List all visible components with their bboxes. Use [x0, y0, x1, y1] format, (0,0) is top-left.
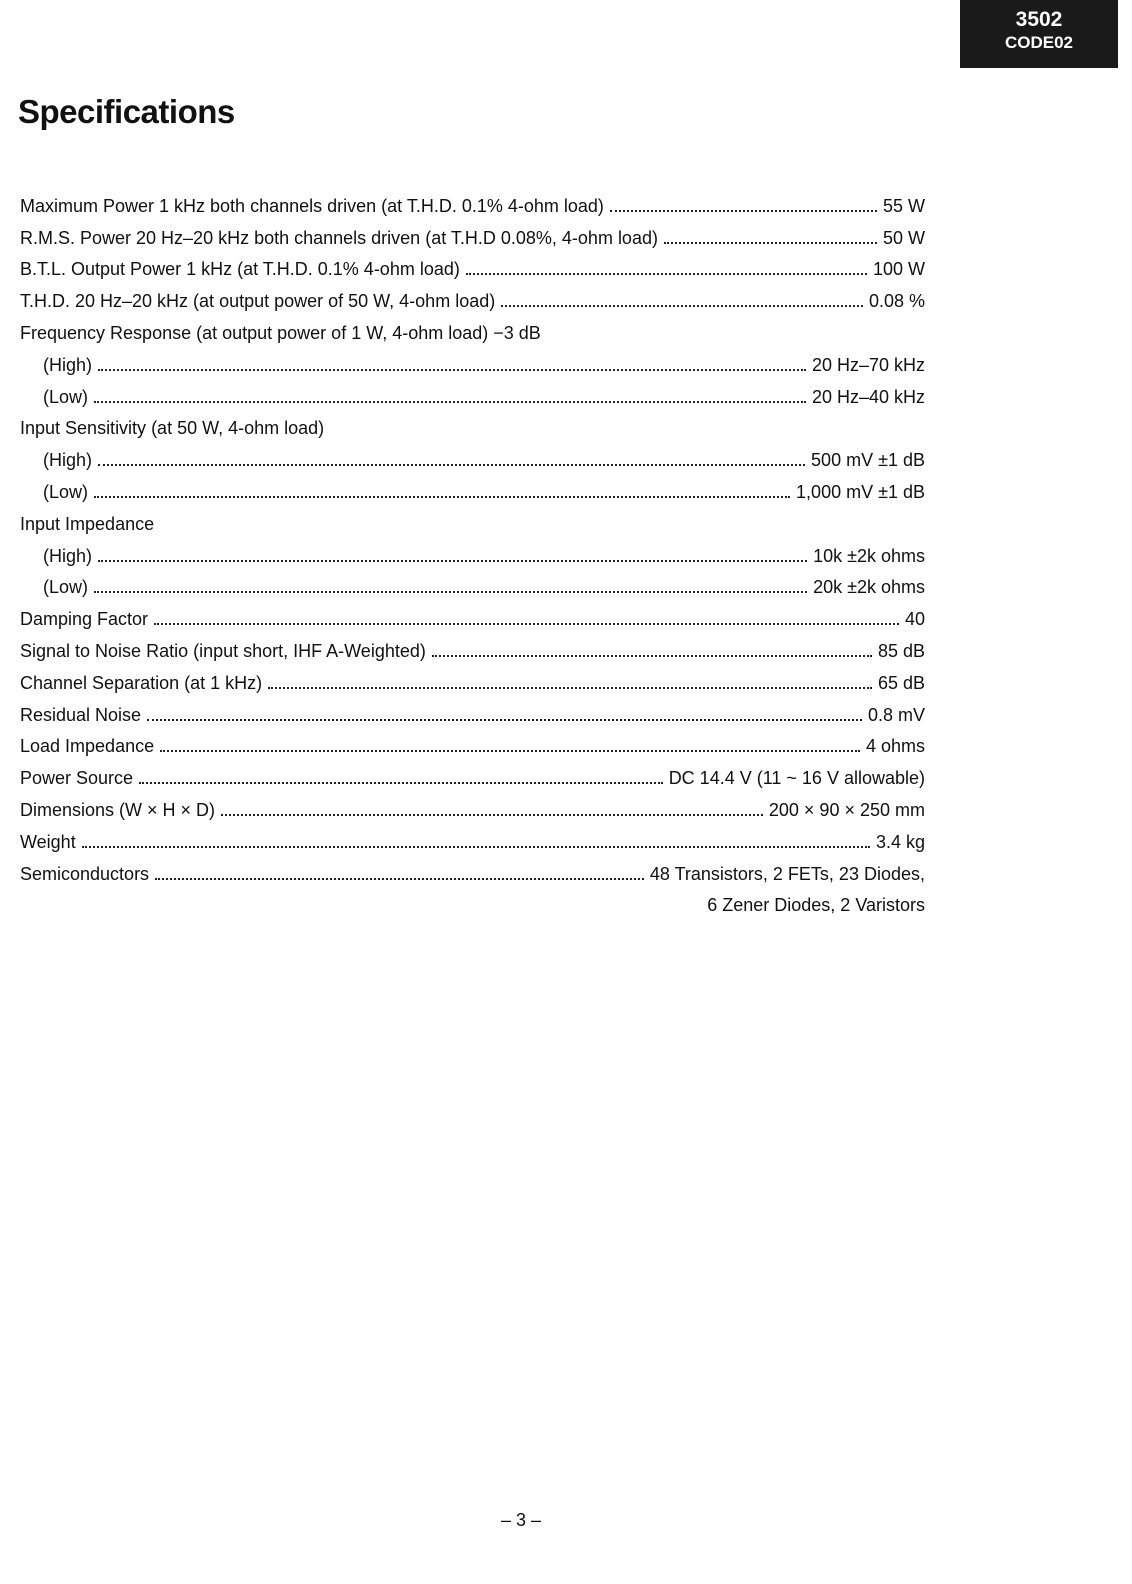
spec-heading-input-sensitivity	[20, 408, 925, 440]
spec-value: 20 Hz–40 kHz	[811, 386, 925, 407]
spec-row-input-impedance-low	[20, 567, 925, 599]
dot-leader	[98, 464, 805, 466]
spec-label: (High)	[43, 354, 93, 375]
spec-row-thd	[20, 280, 925, 312]
spec-label: Dimensions (W × H × D)	[20, 799, 216, 820]
spec-value: 0.8 mV	[867, 704, 925, 725]
spec-row-input-sensitivity-high	[20, 439, 925, 471]
spec-row-weight	[20, 821, 925, 853]
spec-value: 48 Transistors, 2 FETs, 23 Diodes,	[649, 863, 925, 884]
dot-leader	[268, 687, 872, 689]
page-number: – 3 –	[500, 1510, 542, 1530]
specifications-list	[20, 185, 925, 916]
spec-value: 50 W	[882, 227, 925, 248]
spec-label: Load Impedance	[20, 736, 155, 757]
spec-row-residual-noise	[20, 694, 925, 726]
spec-value: 200 × 90 × 250 mm	[768, 799, 925, 820]
spec-row-power-source	[20, 757, 925, 789]
spec-label: Maximum Power 1 kHz both channels driven (at T.H.D. 0.1% 4-ohm load)	[20, 195, 604, 216]
spec-label: B.T.L. Output Power 1 kHz (at T.H.D. 0.1% 4-ohm load)	[20, 259, 460, 280]
spec-value: 20 Hz–70 kHz	[811, 354, 925, 375]
spec-label: Weight	[20, 831, 76, 852]
spec-heading-input-impedance	[20, 503, 925, 535]
spec-value: 0.08 %	[868, 291, 925, 312]
page-title: Specifications	[18, 93, 235, 130]
dot-leader	[501, 305, 863, 307]
dot-leader	[664, 242, 877, 244]
spec-label: (Low)	[43, 386, 89, 407]
spec-value: 3.4 kg	[875, 831, 925, 852]
spec-value: 65 dB	[877, 672, 925, 693]
dot-leader	[98, 560, 807, 562]
spec-label: Frequency Response (at output power of 1 W, 4-ohm load) −3 dB	[20, 322, 541, 343]
spec-row-load-impedance	[20, 726, 925, 758]
spec-row-semiconductors	[20, 853, 925, 885]
spec-row-channel-separation	[20, 662, 925, 694]
dot-leader	[98, 369, 806, 371]
dot-leader	[82, 846, 870, 848]
spec-value: 4 ohms	[865, 736, 925, 757]
dot-leader	[221, 814, 763, 816]
spec-value: 20k ±2k ohms	[813, 577, 925, 598]
spec-row-signal-to-noise	[20, 630, 925, 662]
spec-value: 85 dB	[877, 640, 925, 661]
model-code: CODE02	[1004, 33, 1074, 52]
spec-row-damping-factor	[20, 598, 925, 630]
spec-label: R.M.S. Power 20 Hz–20 kHz both channels driven (at T.H.D 0.08%, 4-ohm load)	[20, 227, 658, 248]
spec-label: Signal to Noise Ratio (input short, IHF A-Weighted)	[20, 640, 426, 661]
spec-label: Input Sensitivity (at 50 W, 4-ohm load)	[20, 418, 325, 439]
spec-value: 6 Zener Diodes, 2 Varistors	[707, 895, 925, 916]
dot-leader	[160, 750, 860, 752]
dot-leader	[94, 496, 790, 498]
spec-row-semiconductors-continued	[20, 885, 925, 917]
dot-leader	[154, 623, 899, 625]
spec-row-rms-power	[20, 217, 925, 249]
spec-value: 10k ±2k ohms	[813, 545, 925, 566]
spec-value: 500 mV ±1 dB	[811, 450, 925, 471]
spec-label: Residual Noise	[20, 704, 142, 725]
spec-row-input-impedance-high	[20, 535, 925, 567]
spec-label: (High)	[43, 450, 93, 471]
spec-row-frequency-response-low	[20, 376, 925, 408]
spec-label: (Low)	[43, 481, 89, 502]
spec-row-frequency-response-high	[20, 344, 925, 376]
spec-label: Input Impedance	[20, 513, 155, 534]
dot-leader	[432, 655, 872, 657]
spec-heading-frequency-response	[20, 312, 925, 344]
dot-leader	[94, 591, 807, 593]
dot-leader	[147, 719, 862, 721]
spec-label: T.H.D. 20 Hz–20 kHz (at output power of 50 W, 4-ohm load)	[20, 291, 496, 312]
spec-value: DC 14.4 V (11 ~ 16 V allowable)	[668, 768, 925, 789]
dot-leader	[466, 273, 867, 275]
spec-row-btl-output-power	[20, 249, 925, 281]
model-number: 3502	[1015, 8, 1063, 31]
dot-leader	[155, 878, 644, 880]
spec-value: 40	[904, 609, 925, 630]
spec-label: Power Source	[20, 768, 134, 789]
dot-leader	[610, 210, 877, 212]
model-code-badge	[960, 0, 1118, 68]
spec-value: 1,000 mV ±1 dB	[796, 481, 925, 502]
spec-label: Semiconductors	[20, 863, 150, 884]
dot-leader	[139, 782, 663, 784]
spec-label: (Low)	[43, 577, 89, 598]
spec-value: 55 W	[882, 195, 925, 216]
spec-label: Damping Factor	[20, 609, 149, 630]
spec-row-input-sensitivity-low	[20, 471, 925, 503]
spec-row-dimensions	[20, 789, 925, 821]
spec-value: 100 W	[872, 259, 925, 280]
spec-row-maximum-power	[20, 185, 925, 217]
spec-label: Channel Separation (at 1 kHz)	[20, 672, 263, 693]
dot-leader	[94, 401, 806, 403]
spec-label: (High)	[43, 545, 93, 566]
